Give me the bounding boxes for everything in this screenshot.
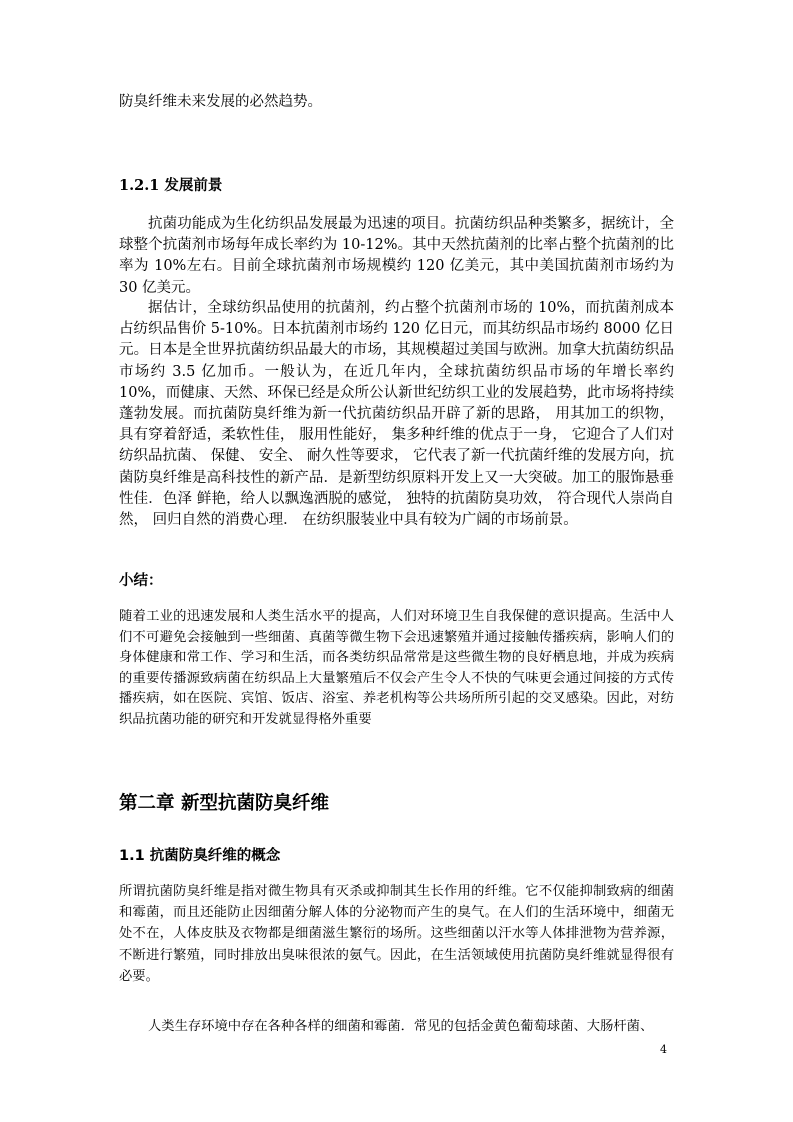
paragraph: 抗菌功能成为生化纺织品发展最为迅速的项目。抗菌纺织品种类繁多，据统计，全球整个抗菌剂市场每年成长率约为 10-12%。其中天然抗菌剂的比率占整个抗菌剂的比率为 10%左右。目前全球抗菌剂市场规模约 120 亿美元，其中美国抗菌剂市场约为 30 亿美元。	[119, 216, 674, 296]
chapter-heading: 第二章 新型抗菌防臭纤维	[119, 793, 329, 814]
subsection-heading: 1.1 抗菌防臭纤维的概念	[119, 848, 281, 864]
summary-text: 随着工业的迅速发展和人类生活水平的提高，人们对环境卫生自我保健的意识提高。生活中人们不可避免会接触到一些细菌、真菌等微生物下会迅速繁殖并通过接触传播疾病，影响人们的身体健康和常工作、学习和生活，而各类纺织品常常是这些微生物的良好栖息地，并成为疾病的重要传播源致病菌在纺织品上大量繁殖后不仅会产生令人不快的气味更会通过间接的方式传播疾病，如在医院、宾馆、饭店、浴室、养老机构等公共场所所引起的交叉感染。因此，对纺织品抗菌功能的研究和开发就显得格外重要	[119, 609, 674, 727]
page-number: 4	[660, 1043, 667, 1056]
summary-heading: 小结：	[119, 572, 163, 589]
intro-text: 防臭纤维未来发展的必然趋势。	[119, 94, 322, 110]
paragraph: 人类生存环境中存在各种各样的细菌和霉菌．常见的包括金黄色葡萄球菌、大肠杆菌、	[148, 1019, 654, 1034]
paragraph: 据估计，全球纺织品使用的抗菌剂，约占整个抗菌剂市场的 10%，而抗菌剂成本占纺织品售价 5-10%。日本抗菌剂市场约 120 亿日元，而其纺织品市场约 8000 亿日元。日本是全世界抗菌纺织品最大的市场，其规模超过美国与欧洲。加拿大抗菌纺织品市场约 3.5 亿加币。一般认为，在近几年内，全球抗菌纺织品市场的年增长率约 10%，而健康、天然、环保已经是众所公认新世纪纺织工业的发展趋势，此市场将持续蓬勃发展。而抗菌防臭纤维为新一代抗菌纺织品开辟了新的思路， 用其加工的织物， 具有穿着舒适，柔软性佳， 服用性能好， 集多种纤维的优点于一身， 它迎合了人们对纺织品抗菌、 保健、 安全、 耐久性等要求， 它代表了新一代抗菌纤维的发展方向，抗菌防臭纤维是高科技性的新产品．是新型纺织原料开发上又一大突破。加工的服饰悬垂性佳．色泽 鲜艳，给人以飘逸洒脱的感觉， 独特的抗菌防臭功效， 符合现代人崇尚自然， 回归自然的消费心理． 在纺织服装业中具有较为广阔的市场前景。	[119, 300, 674, 529]
paragraph: 所谓抗菌防臭纤维是指对微生物具有灭杀或抑制其生长作用的纤维。它不仅能抑制致病的细菌和霉菌，而且还能防止因细菌分解人体的分泌物而产生的臭气。在人们的生活环境中，细菌无处不在，人体皮肤及衣物都是细菌滋生繁衍的场所。这些细菌以汗水等人体排泄物为营养源，不断进行繁殖，同时排放出臭味很浓的氨气。因此，在生活领域使用抗菌防臭纤维就显得很有必要。	[119, 884, 674, 984]
section-heading: 1.2.1 发展前景	[119, 177, 223, 194]
